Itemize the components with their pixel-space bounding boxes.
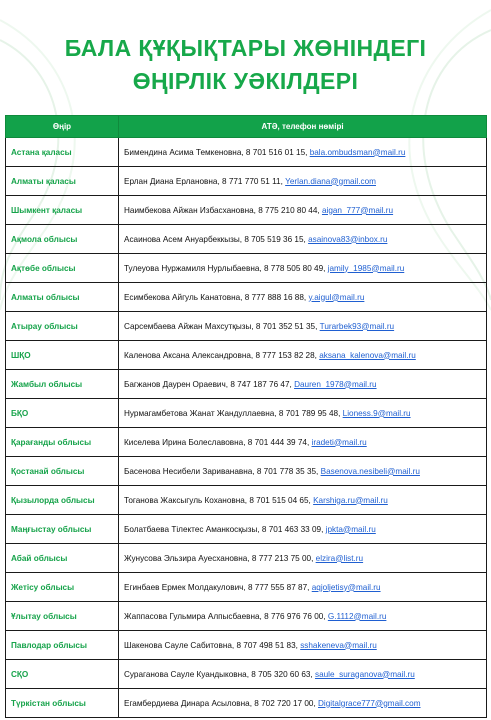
table-row	[6, 631, 487, 660]
table-row	[6, 660, 487, 689]
contact-cell	[119, 196, 487, 225]
region-cell: Ақтөбе облысы	[6, 254, 119, 283]
region-cell: Шымкент қаласы	[6, 196, 119, 225]
table-row	[6, 486, 487, 515]
table-row	[6, 573, 487, 602]
contact-text: Нурмагамбетова Жанат Жандуллаевна, 8 701 789 95 48,	[124, 408, 343, 418]
contact-cell	[119, 283, 487, 312]
contact-text: Сарсембаева Айжан Махсутқызы, 8 701 352 51 35,	[124, 321, 320, 331]
contact-cell	[119, 486, 487, 515]
email-link[interactable]: saule_suraganova@mail.ru	[314, 669, 415, 679]
region-cell: Қарағанды облысы	[6, 428, 119, 457]
contact-text: Каленова Аксана Александровна, 8 777 153 82 28,	[124, 350, 320, 360]
region-cell: ШҚО	[6, 341, 119, 370]
region-cell: Алматы қаласы	[6, 167, 119, 196]
contact-cell	[119, 660, 487, 689]
region-cell: Қостанай облысы	[6, 457, 119, 486]
header-region: Өңір	[6, 116, 119, 138]
contact-text: Ерлан Диана Ерлановна, 8 771 770 51 11,	[124, 176, 286, 186]
contact-cell	[119, 457, 487, 486]
table-body	[6, 138, 487, 718]
contact-cell	[119, 689, 487, 718]
region-cell: Жамбыл облысы	[6, 370, 119, 399]
table-row	[6, 254, 487, 283]
region-cell: Ұлытау облысы	[6, 602, 119, 631]
contact-text: Тоганова Жаксыгуль Кохановна, 8 701 515 04 65,	[124, 495, 314, 505]
contact-cell	[119, 254, 487, 283]
contact-cell	[119, 225, 487, 254]
region-cell: СҚО	[6, 660, 119, 689]
contact-text: Жунусова Эльзира Ауесхановна, 8 777 213 75 00,	[124, 553, 316, 563]
contact-cell	[119, 515, 487, 544]
table-header-row	[6, 116, 487, 138]
contact-text: Егамбердиева Динара Асыловна, 8 702 720 17 00,	[124, 698, 319, 708]
contact-text: Тулеуова Нуржамиля Нурлыбаевна, 8 778 505 80 49,	[124, 263, 328, 273]
email-link[interactable]: aksana_kalenova@mail.ru	[319, 350, 416, 360]
contact-text: Болатбаева Тілектес Аманкосқызы, 8 701 463 33 09,	[124, 524, 326, 534]
email-link[interactable]: Yerlan.diana@gmail.com	[285, 176, 376, 186]
email-link[interactable]: Basenova.nesibeli@mail.ru	[320, 466, 420, 476]
region-cell: Астана қаласы	[6, 138, 119, 167]
region-cell: БҚО	[6, 399, 119, 428]
email-link[interactable]: y.aigul@mail.ru	[308, 292, 365, 302]
contact-text: Асаинова Асем Ануарбеккызы, 8 705 519 36 15,	[124, 234, 309, 244]
page-title-line-2: ӨҢІРЛІК УӘКІЛДЕРІ	[132, 68, 359, 94]
email-link[interactable]: G.1112@mail.ru	[327, 611, 387, 621]
table-row	[6, 544, 487, 573]
contact-text: Жаппасова Гульмира Алпысбаевна, 8 776 976 76 00,	[124, 611, 328, 621]
email-link[interactable]: jpkta@mail.ru	[325, 524, 376, 534]
region-cell: Түркістан облысы	[6, 689, 119, 718]
contact-cell	[119, 138, 487, 167]
email-link[interactable]: asainova83@inbox.ru	[308, 234, 388, 244]
page-title-line-1: БАЛА ҚҰҚЫҚТАРЫ ЖӨНІНДЕГІ	[64, 35, 427, 61]
contact-text: Егинбаев Ермек Молдакулович, 8 777 555 87 87,	[124, 582, 312, 592]
email-link[interactable]: Karshiga.ru@mail.ru	[313, 495, 388, 505]
email-link[interactable]: iradeti@mail.ru	[311, 437, 367, 447]
contact-cell	[119, 602, 487, 631]
table-row	[6, 283, 487, 312]
ombudsman-table	[5, 115, 487, 718]
email-link[interactable]: Digitalgrace777@gmail.com	[318, 698, 421, 708]
email-link[interactable]: Lioness.9@mail.ru	[342, 408, 411, 418]
email-link[interactable]: sshakeneva@mail.ru	[300, 640, 377, 650]
table-row	[6, 312, 487, 341]
contact-cell	[119, 399, 487, 428]
email-link[interactable]: aqjoljetisy@mail.ru	[311, 582, 381, 592]
table-row	[6, 689, 487, 718]
email-link[interactable]: Turarbek93@mail.ru	[319, 321, 395, 331]
table-row	[6, 341, 487, 370]
region-cell: Алматы облысы	[6, 283, 119, 312]
contact-cell	[119, 312, 487, 341]
contact-cell	[119, 428, 487, 457]
region-cell: Абай облысы	[6, 544, 119, 573]
contact-cell	[119, 573, 487, 602]
page-title	[0, 32, 491, 98]
region-cell: Жетісу облысы	[6, 573, 119, 602]
table-row	[6, 515, 487, 544]
header-contact: АТӘ, телефон нөмірі	[119, 116, 487, 138]
contact-cell	[119, 370, 487, 399]
contact-cell	[119, 631, 487, 660]
table-row	[6, 602, 487, 631]
email-link[interactable]: Dauren_1978@mail.ru	[294, 379, 377, 389]
table-row	[6, 370, 487, 399]
region-cell: Ақмола облысы	[6, 225, 119, 254]
contact-cell	[119, 544, 487, 573]
contact-text: Бимендина Асима Темкеновна, 8 701 516 01 15,	[124, 147, 310, 157]
table-row	[6, 457, 487, 486]
table-row	[6, 399, 487, 428]
email-link[interactable]: elzira@list.ru	[315, 553, 364, 563]
contact-text: Багжанов Даурен Ораевич, 8 747 187 76 47,	[124, 379, 295, 389]
contact-text: Есимбекова Айгуль Канатовна, 8 777 888 16 88,	[124, 292, 309, 302]
contact-cell	[119, 167, 487, 196]
contact-text: Наимбекова Айжан Избасхановна, 8 775 210 80 44,	[124, 205, 322, 215]
email-link[interactable]: jamily_1985@mail.ru	[327, 263, 405, 273]
table-row	[6, 428, 487, 457]
contact-text: Басенова Несибели Зариванавна, 8 701 778 35 35,	[124, 466, 321, 476]
table-row	[6, 196, 487, 225]
table-row	[6, 225, 487, 254]
region-cell: Маңғыстау облысы	[6, 515, 119, 544]
region-cell: Қызылорда облысы	[6, 486, 119, 515]
region-cell: Атырау облысы	[6, 312, 119, 341]
contact-text: Киселева Ирина Болеславовна, 8 701 444 39 74,	[124, 437, 312, 447]
email-link[interactable]: bala.ombudsman@mail.ru	[309, 147, 406, 157]
table-row	[6, 167, 487, 196]
email-link[interactable]: aigan_777@mail.ru	[321, 205, 394, 215]
region-cell: Павлодар облысы	[6, 631, 119, 660]
table-row	[6, 138, 487, 167]
contact-text: Сураганова Сауле Куандыковна, 8 705 320 60 63,	[124, 669, 315, 679]
contact-text: Шакенова Сауле Сабитовна, 8 707 498 51 83,	[124, 640, 301, 650]
contact-cell	[119, 341, 487, 370]
